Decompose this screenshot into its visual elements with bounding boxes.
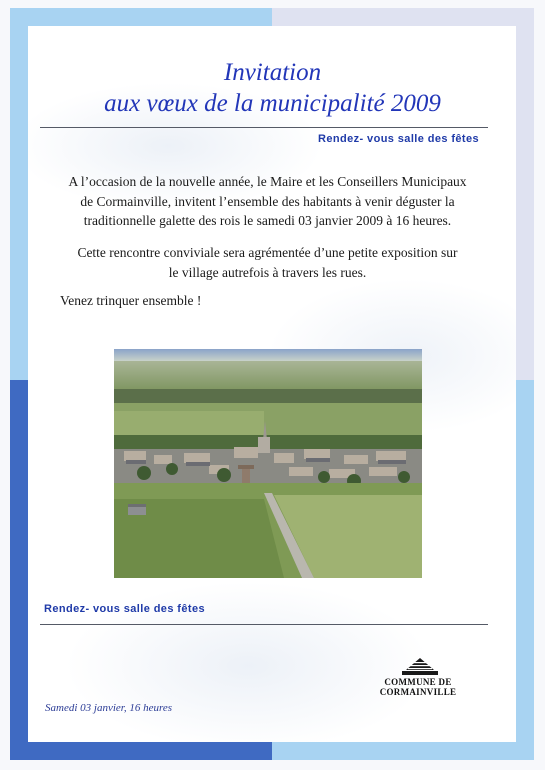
border-band: [272, 742, 534, 760]
venue-label-top: Rendez- vous salle des fêtes: [318, 133, 479, 145]
divider: [40, 624, 488, 625]
invitation-title: Invitation: [223, 59, 322, 86]
closing-line: Venez trinquer ensemble !: [60, 293, 202, 308]
exhibition-paragraph: [0, 243, 535, 282]
invitation-paragraph: [0, 172, 535, 231]
aerial-village-photo: [114, 349, 422, 578]
border-band: [10, 380, 28, 760]
text-line: le village autrefois à travers les rues.: [168, 264, 367, 280]
invitation-subtitle: aux vœux de la municipalité 2009: [104, 90, 441, 117]
logo-text: CORMAINVILLE: [379, 687, 457, 697]
venue-label-bottom: Rendez- vous salle des fêtes: [44, 603, 205, 615]
border-band: [516, 380, 534, 760]
commune-logo: [374, 658, 462, 700]
border-band: [272, 8, 534, 26]
divider: [40, 127, 488, 128]
event-date: Samedi 03 janvier, 16 heures: [45, 702, 172, 714]
building-icon: [400, 658, 440, 676]
text-line: A l’occasion de la nouvelle année, le Maire et les Conseillers Municipaux: [68, 174, 467, 189]
logo-text: COMMUNE DE: [384, 677, 452, 687]
text-line: traditionnelle galette des rois le samedi 03 janvier 2009 à 16 heures.: [83, 213, 452, 228]
border-band: [10, 742, 272, 760]
border-band: [10, 8, 272, 26]
text-line: de Cormainville, invitent l’ensemble des habitants à venir déguster la: [80, 193, 455, 209]
text-line: Cette rencontre conviviale sera agrémentée d’une petite exposition sur: [77, 245, 458, 260]
